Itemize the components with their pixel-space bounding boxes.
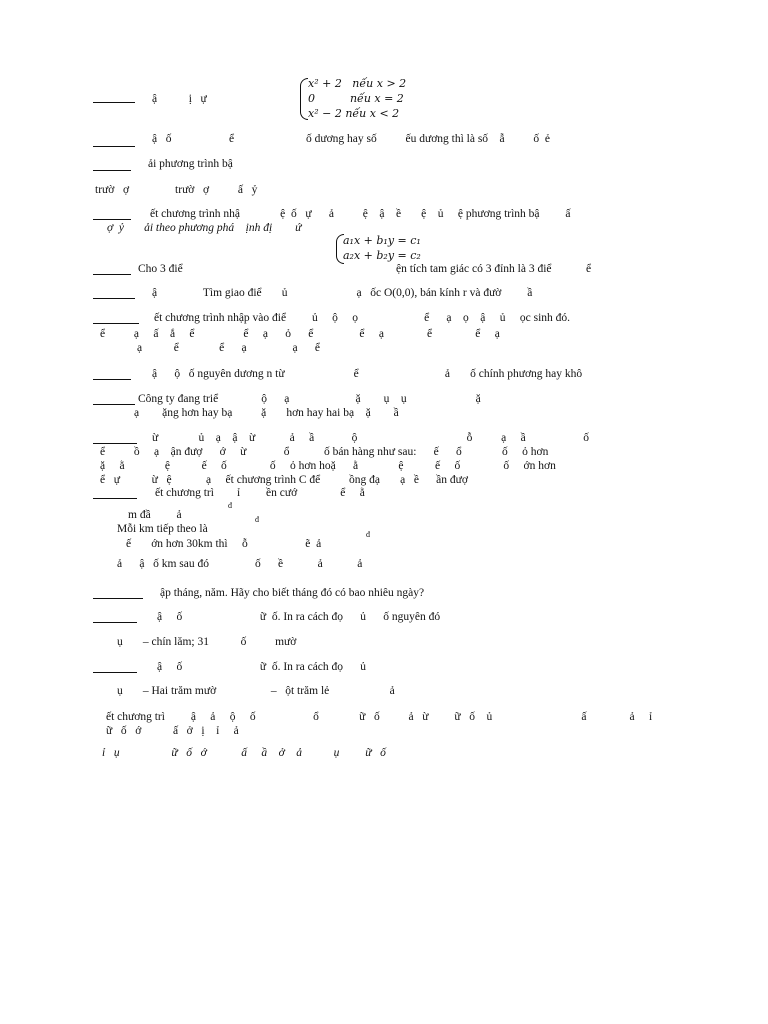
exercise-text: ạ ặng hơn hay bạ ặ hơn hay hai bạ ặ ầ [134, 407, 399, 419]
exercise-text: ặ ằ ệ ế ố ố ỏ hơn hoặ ằ ệ ế ố ố ớn hơn [100, 460, 556, 472]
exercise-text: ỉ ụ ữ ố ớ ấ ầ ở ả ụ ữ ố [102, 747, 386, 759]
exercise-blank [93, 379, 131, 380]
exercise-text: ạ ể ể ạ ạ ể [137, 342, 321, 354]
exercise-text: ể ồ ạ ận đượ ớ ừ ổ ố bán hàng như sau: ế ổ ố ỏ hơn [100, 446, 549, 458]
exercise-text: ậ ộ ố nguyên dương n từ ể ả ố chính phương hay khô [152, 368, 583, 380]
exercise-text: ụ – Hai trăm mườ – ột trăm lẻ ả [117, 685, 395, 697]
exercise-text: m đầ ả [128, 509, 182, 521]
exercise-blank [93, 146, 135, 147]
system-equation-2: a₂x + b₂y = c₂ [343, 249, 421, 262]
exercise-text: ải phương trình bậ [148, 158, 233, 170]
piecewise-case-3: x² − 2 nếu x < 2 [308, 107, 400, 120]
exercise-blank [93, 443, 137, 444]
exercise-blank [93, 622, 137, 623]
exercise-text: ết chương trình nhập vào điể ủ ộ ọ ể ạ ọ ậ ủ ọc sinh đó. [154, 312, 571, 324]
exercise-text: Công ty đang triể ộ ạ ặ ụ ụ ặ [138, 393, 481, 405]
superscript-unit: đ [366, 530, 370, 539]
exercise-text: ụ – chín lăm; 31 ố mườ [117, 636, 297, 648]
exercise-blank [93, 323, 139, 324]
superscript-unit: đ [255, 515, 259, 524]
exercise-blank [93, 298, 135, 299]
exercise-blank [93, 170, 131, 171]
exercise-text: ậ Tìm giao điể ủ ạ ốc O(0,0), bán kính r và đườ ầ [152, 287, 533, 299]
exercise-text: ết chương trì ậ ả ộ ố ổ ữ ố ả ừ ữ ố ủ ấ ả ỉ [106, 711, 653, 723]
exercise-text: ết chương trình nhậ ệ ố ự ả ệ ậ ề ệ ủ ệ phương trình bậ ấ [150, 208, 571, 220]
exercise-text: ập tháng, năm. Hãy cho biết tháng đó có bao nhiêu ngày? [160, 587, 425, 599]
piecewise-case-1: x² + 2 nếu x > 2 [308, 77, 407, 90]
superscript-unit: đ [228, 501, 232, 510]
exercise-text: ả ậ ố km sau đó ố ề ả ả [117, 558, 363, 570]
system-equation-1: a₁x + b₁y = c₁ [343, 234, 421, 247]
exercise-text: ện tích tam giác có 3 đỉnh là 3 điể ể [396, 263, 592, 275]
exercise-blank [93, 498, 137, 499]
exercise-text: ừ ủ ạ ậ ừ ả ầ ộ ỗ ạ ầ ố [152, 432, 589, 444]
exercise-blank [93, 274, 131, 275]
exercise-text: ế ớn hơn 30km thì ỗ ẽ ả [126, 538, 322, 550]
exercise-text: ết chương trì ỉ ền cướ ể ằ [155, 487, 365, 499]
exercise-text: ợ ỷ ải theo phương phá ịnh đị ứ [107, 222, 302, 234]
exercise-text: ậ ố ữ ố. In ra cách đọ ủ ố nguyên đó [157, 611, 441, 623]
exercise-text: ậ ố ể ố dương hay số ếu dương thì là số ẫ ố ẻ [152, 133, 551, 145]
exercise-text: ậ ị ự [152, 93, 207, 105]
exercise-text: Mỗi km tiếp theo là [117, 523, 208, 535]
piecewise-case-2: 0 nếu x = 2 [308, 92, 404, 105]
piecewise-brace [300, 78, 308, 120]
exercise-blank [93, 404, 135, 405]
exercise-blank [93, 102, 135, 103]
exercise-blank [93, 219, 131, 220]
exercise-text: Cho 3 điể [138, 263, 183, 275]
exercise-text: ể ự ừ ệ ạ ết chương trình C để ồng đạ ạ ề ần đượ [100, 474, 468, 486]
exercise-text: ể ạ ấ ắ ể ể ạ ỏ ể ể ạ ể ể ạ [100, 328, 500, 340]
exercise-blank [93, 598, 143, 599]
exercise-blank [93, 672, 137, 673]
exercise-text: trườ ợ trườ ợ ấ ỷ [95, 184, 258, 196]
exercise-text: ậ ố ữ ố. In ra cách đọ ủ [157, 661, 367, 673]
exercise-text: ữ ố ớ ấ ở ị ỉ ả [106, 725, 239, 737]
